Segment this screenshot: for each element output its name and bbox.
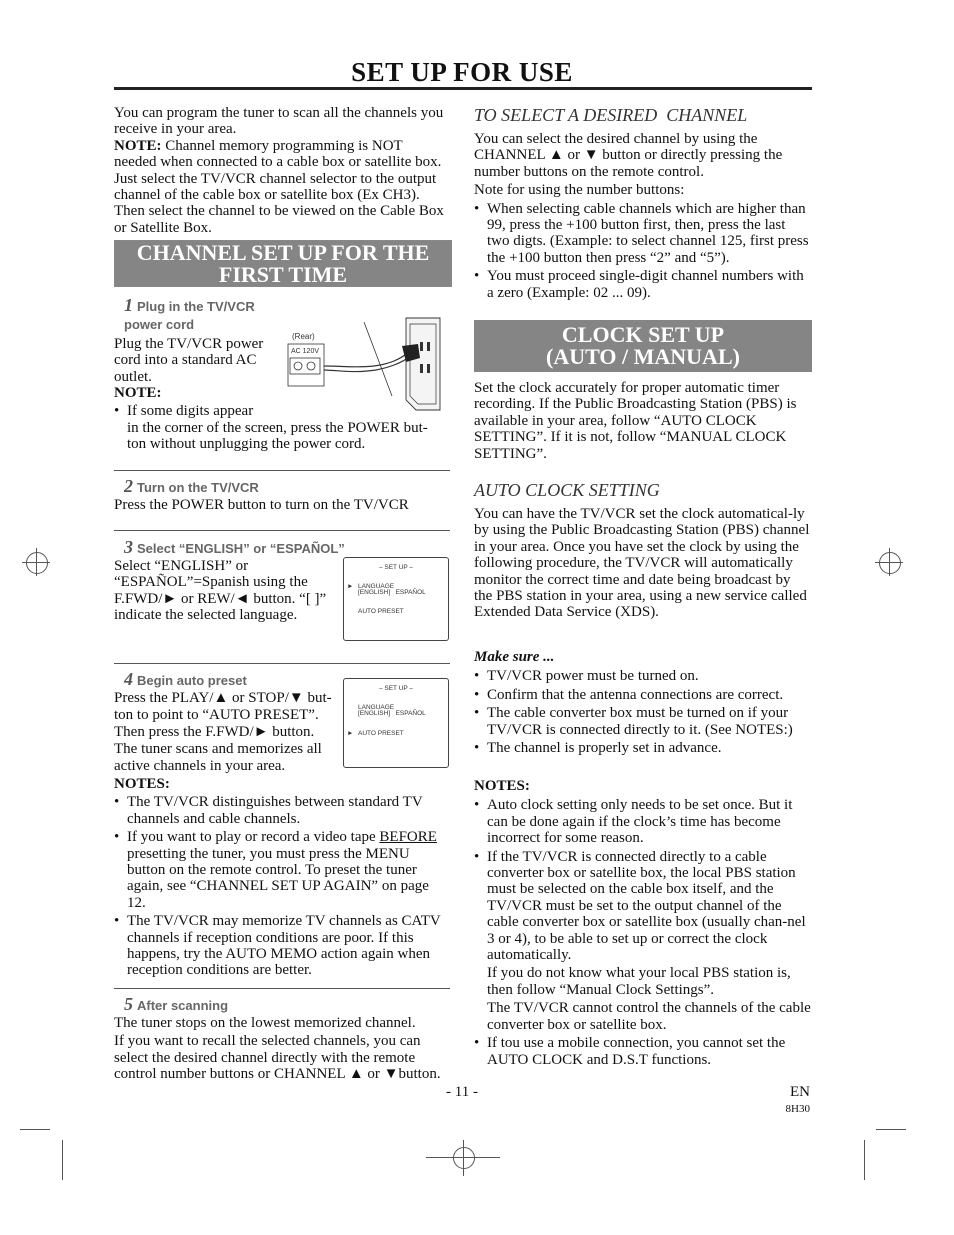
select-channel-p1: You can select the desired channel by using the CHANNEL ▲ or ▼ button or directly pressing the number buttons on the remote control. xyxy=(474,131,783,180)
screen-cursor: ► xyxy=(347,583,354,590)
step5-text1: The tuner stops on the lowest memorized channel. xyxy=(114,1015,416,1031)
auto-clock-text: You can have the TV/VCR set the clock automatical-ly by using the Public Broadcasting Station (PBS) channel in your area. Once you have set the clock by using the following procedure, the TV/VCR will automatically monitor the correct time and date being broadcast by the PBS station in your area, using a new service called Extended Data Service (XDS). xyxy=(474,506,810,621)
crop-mark xyxy=(864,1140,865,1180)
screen-language-options: [ENGLISH] ESPAÑOL xyxy=(358,589,426,596)
step4-number: 4 xyxy=(124,669,133,689)
make-sure-3: • The cable converter box must be turned on if your TV/VCR is connected directly to it. (See NOTES:) xyxy=(474,705,812,738)
clock-note-2a: • If the TV/VCR is connected directly to a cable converter box or satellite box, the local PBS station must be selected on the cable box itself, and the TV/VCR must be set to the output channel of the cable converter box or satellite box (usually chan-nel 3 or 4), to be able to set up or correct the clock automatically. xyxy=(487,848,806,964)
select-channel-text xyxy=(474,131,810,301)
clock-intro: Set the clock accurately for proper automatic timer recording. If the Public Broadcasting Station (PBS) is available in your area, follow “AUTO CLOCK SETTING”. If it is not, follow “MANUAL CLOCK SETTING”. xyxy=(474,380,797,462)
select-channel-heading: TO SELECT A DESIRED CHANNEL xyxy=(474,105,748,125)
step1-note-line2: in the corner of the screen, press the POWER but- xyxy=(127,419,428,436)
step5-number: 5 xyxy=(124,994,133,1014)
step1-head-line2: power cord xyxy=(124,317,195,332)
diagram-ac-label: AC 120V xyxy=(291,348,320,355)
step4-line1: Press the PLAY/▲ or STOP/▼ but- xyxy=(114,690,332,706)
model-code: 8H30 xyxy=(785,1103,810,1115)
intro-text xyxy=(114,105,444,236)
diagram-rear-label: (Rear) xyxy=(292,332,315,341)
page-number: - 11 - xyxy=(446,1084,478,1100)
registration-mark-icon xyxy=(875,548,903,576)
step1-note-line1: If some digits appear xyxy=(127,403,254,420)
clock-notes xyxy=(474,778,812,1068)
clock-note-2c: The TV/VCR cannot control the channels of the cable converter box or satellite box. xyxy=(487,1000,811,1033)
crop-mark xyxy=(20,1129,50,1130)
step2-head: Turn on the TV/VCR xyxy=(137,480,259,495)
screen-language-label: LANGUAGE xyxy=(358,583,395,590)
step3-number: 3 xyxy=(124,537,133,557)
registration-mark-icon xyxy=(22,548,50,576)
step1-head-line1: Plug in the TV/VCR xyxy=(137,299,255,314)
step3-line4: indicate the selected language. xyxy=(114,607,298,624)
clock-note-2b: If you do not know what your local PBS station is, then follow “Manual Clock Settings”. xyxy=(487,965,791,998)
screen-language-label: LANGUAGE xyxy=(358,704,395,711)
step4-note-3: • The TV/VCR may memorize TV channels as CATV channels if reception conditions are poor. If this happens, try the AUTO MEMO action again when reception conditions are better. xyxy=(114,913,450,979)
step4-line2: ton to point to “AUTO PRESET”. xyxy=(114,707,319,723)
select-channel-p2: Note for using the number buttons: xyxy=(474,182,685,199)
step1-number: 1 xyxy=(124,295,133,315)
make-sure-label: Make sure ... xyxy=(474,649,555,665)
title-rule xyxy=(114,87,812,90)
intro-p1: You can program the tuner to scan all the channels you receive in your area. xyxy=(114,105,444,138)
step4-note-2-underline: BEFORE xyxy=(379,829,437,846)
step4-head: Begin auto preset xyxy=(137,673,247,688)
step4-notes-label: NOTES: xyxy=(114,776,170,792)
step4-note-1: • The TV/VCR distinguishes between standard TV channels and cable channels. xyxy=(114,794,450,827)
make-sure-section xyxy=(474,649,812,756)
step2-number: 2 xyxy=(124,476,133,496)
screen-cursor: ► xyxy=(347,730,354,737)
page-title: SET UP FOR USE xyxy=(351,57,573,87)
channel-setup-banner-line1: CHANNEL SET UP FOR THE xyxy=(136,240,430,265)
step3-head: Select “ENGLISH” or “ESPAÑOL” xyxy=(137,541,345,556)
crop-mark xyxy=(876,1129,906,1130)
step5-text2: If you want to recall the selected channels, you can select the desired channel directly with the remote control number buttons or CHANNEL ▲ or ▼button. xyxy=(114,1033,441,1083)
make-sure-1: • TV/VCR power must be turned on. xyxy=(474,668,812,684)
step4-notes xyxy=(114,776,450,979)
auto-clock-heading: AUTO CLOCK SETTING xyxy=(474,480,660,500)
clock-setup-banner xyxy=(474,320,812,372)
step5-heading xyxy=(124,994,444,1015)
step1-note xyxy=(114,385,450,453)
screen-auto-preset: AUTO PRESET xyxy=(358,730,404,737)
intro-note-label: NOTE: xyxy=(114,137,162,154)
step1-note-line3: ton without unplugging the power cord. xyxy=(127,436,366,453)
intro-note-text: Channel memory programming is NOT needed when connected to a cable box or satellite box. Just select the TV/VCR channel selector to the output channel of the cable box or satellite box (Ex CH3). Then select the channel to be viewed on the Cable Box or Satellite Box. xyxy=(114,137,444,236)
step4-note-2b: presetting the tuner, you must press the MENU button on the remote control. To preset the tuner again, see “CHANNEL SET UP AGAIN” on page 12. xyxy=(127,845,429,911)
step4-line4: The tuner scans and memorizes all xyxy=(114,741,322,757)
step1-heading xyxy=(124,296,294,334)
make-sure-2: • Confirm that the antenna connections are correct. xyxy=(474,687,812,703)
step3-heading xyxy=(124,537,444,558)
step2-heading xyxy=(124,476,444,497)
screen-title: – SET UP – xyxy=(378,685,414,692)
step5-head: After scanning xyxy=(137,998,229,1013)
channel-setup-banner xyxy=(114,240,452,287)
clock-setup-banner-line1: CLOCK SET UP xyxy=(561,322,725,347)
crop-mark xyxy=(62,1140,63,1180)
clock-notes-label: NOTES: xyxy=(474,778,530,794)
step3-text xyxy=(114,558,342,624)
screen-language-options: [ENGLISH] ESPAÑOL xyxy=(358,710,426,717)
setup-screen-auto-preset xyxy=(343,678,449,768)
select-channel-bullet-1: • When selecting cable channels which are higher than 99, press the +100 button first, then, press the last two digts. (Example: to select channel 125, first press the +100 button then press “2” and “5”). xyxy=(474,201,810,267)
channel-setup-banner-line2: FIRST TIME xyxy=(218,262,348,287)
step4-note-2a: If you want to play or record a video tape xyxy=(127,829,380,846)
step4-note-2 xyxy=(114,829,450,911)
step4-line3: Then press the F.FWD/► button. xyxy=(114,724,315,740)
step3-line2: “ESPAÑOL”=Spanish using the xyxy=(114,574,308,591)
step4-line5: active channels in your area. xyxy=(114,758,286,774)
step4-text xyxy=(114,690,342,775)
step-divider xyxy=(114,530,450,531)
step2-text: Press the POWER button to turn on the TV/VCR xyxy=(114,497,409,513)
clock-setup-banner-line2: (AUTO / MANUAL) xyxy=(546,344,740,369)
screen-auto-preset: AUTO PRESET xyxy=(358,608,404,615)
step3-line3: F.FWD/► or REW/◄ button. “[ ]” xyxy=(114,590,327,607)
step-divider xyxy=(114,663,450,664)
step3-line1: Select “ENGLISH” or xyxy=(114,558,249,574)
clock-note-2 xyxy=(474,849,812,1033)
select-channel-bullet-2: • You must proceed single-digit channel numbers with a zero (Example: 02 ... 09). xyxy=(474,268,810,301)
step1-text: Plug the TV/VCR power cord into a standard AC outlet. xyxy=(114,336,264,385)
step5-text xyxy=(114,1015,454,1083)
step-divider xyxy=(114,470,450,471)
step-divider xyxy=(114,988,450,989)
make-sure-4: • The channel is properly set in advance. xyxy=(474,740,812,756)
clock-note-1: • Auto clock setting only needs to be set once. But it can be done again if the clock’s time has become incorrect for some reason. xyxy=(474,797,812,846)
registration-mark-icon xyxy=(426,1140,500,1176)
screen-title: – SET UP – xyxy=(378,564,414,571)
clock-note-3: • If tou use a mobile connection, you cannot set the AUTO CLOCK and D.S.T functions. xyxy=(474,1035,812,1068)
setup-screen-language xyxy=(343,557,449,641)
language-code: EN xyxy=(790,1084,810,1100)
step1-note-label: NOTE: xyxy=(114,385,162,401)
